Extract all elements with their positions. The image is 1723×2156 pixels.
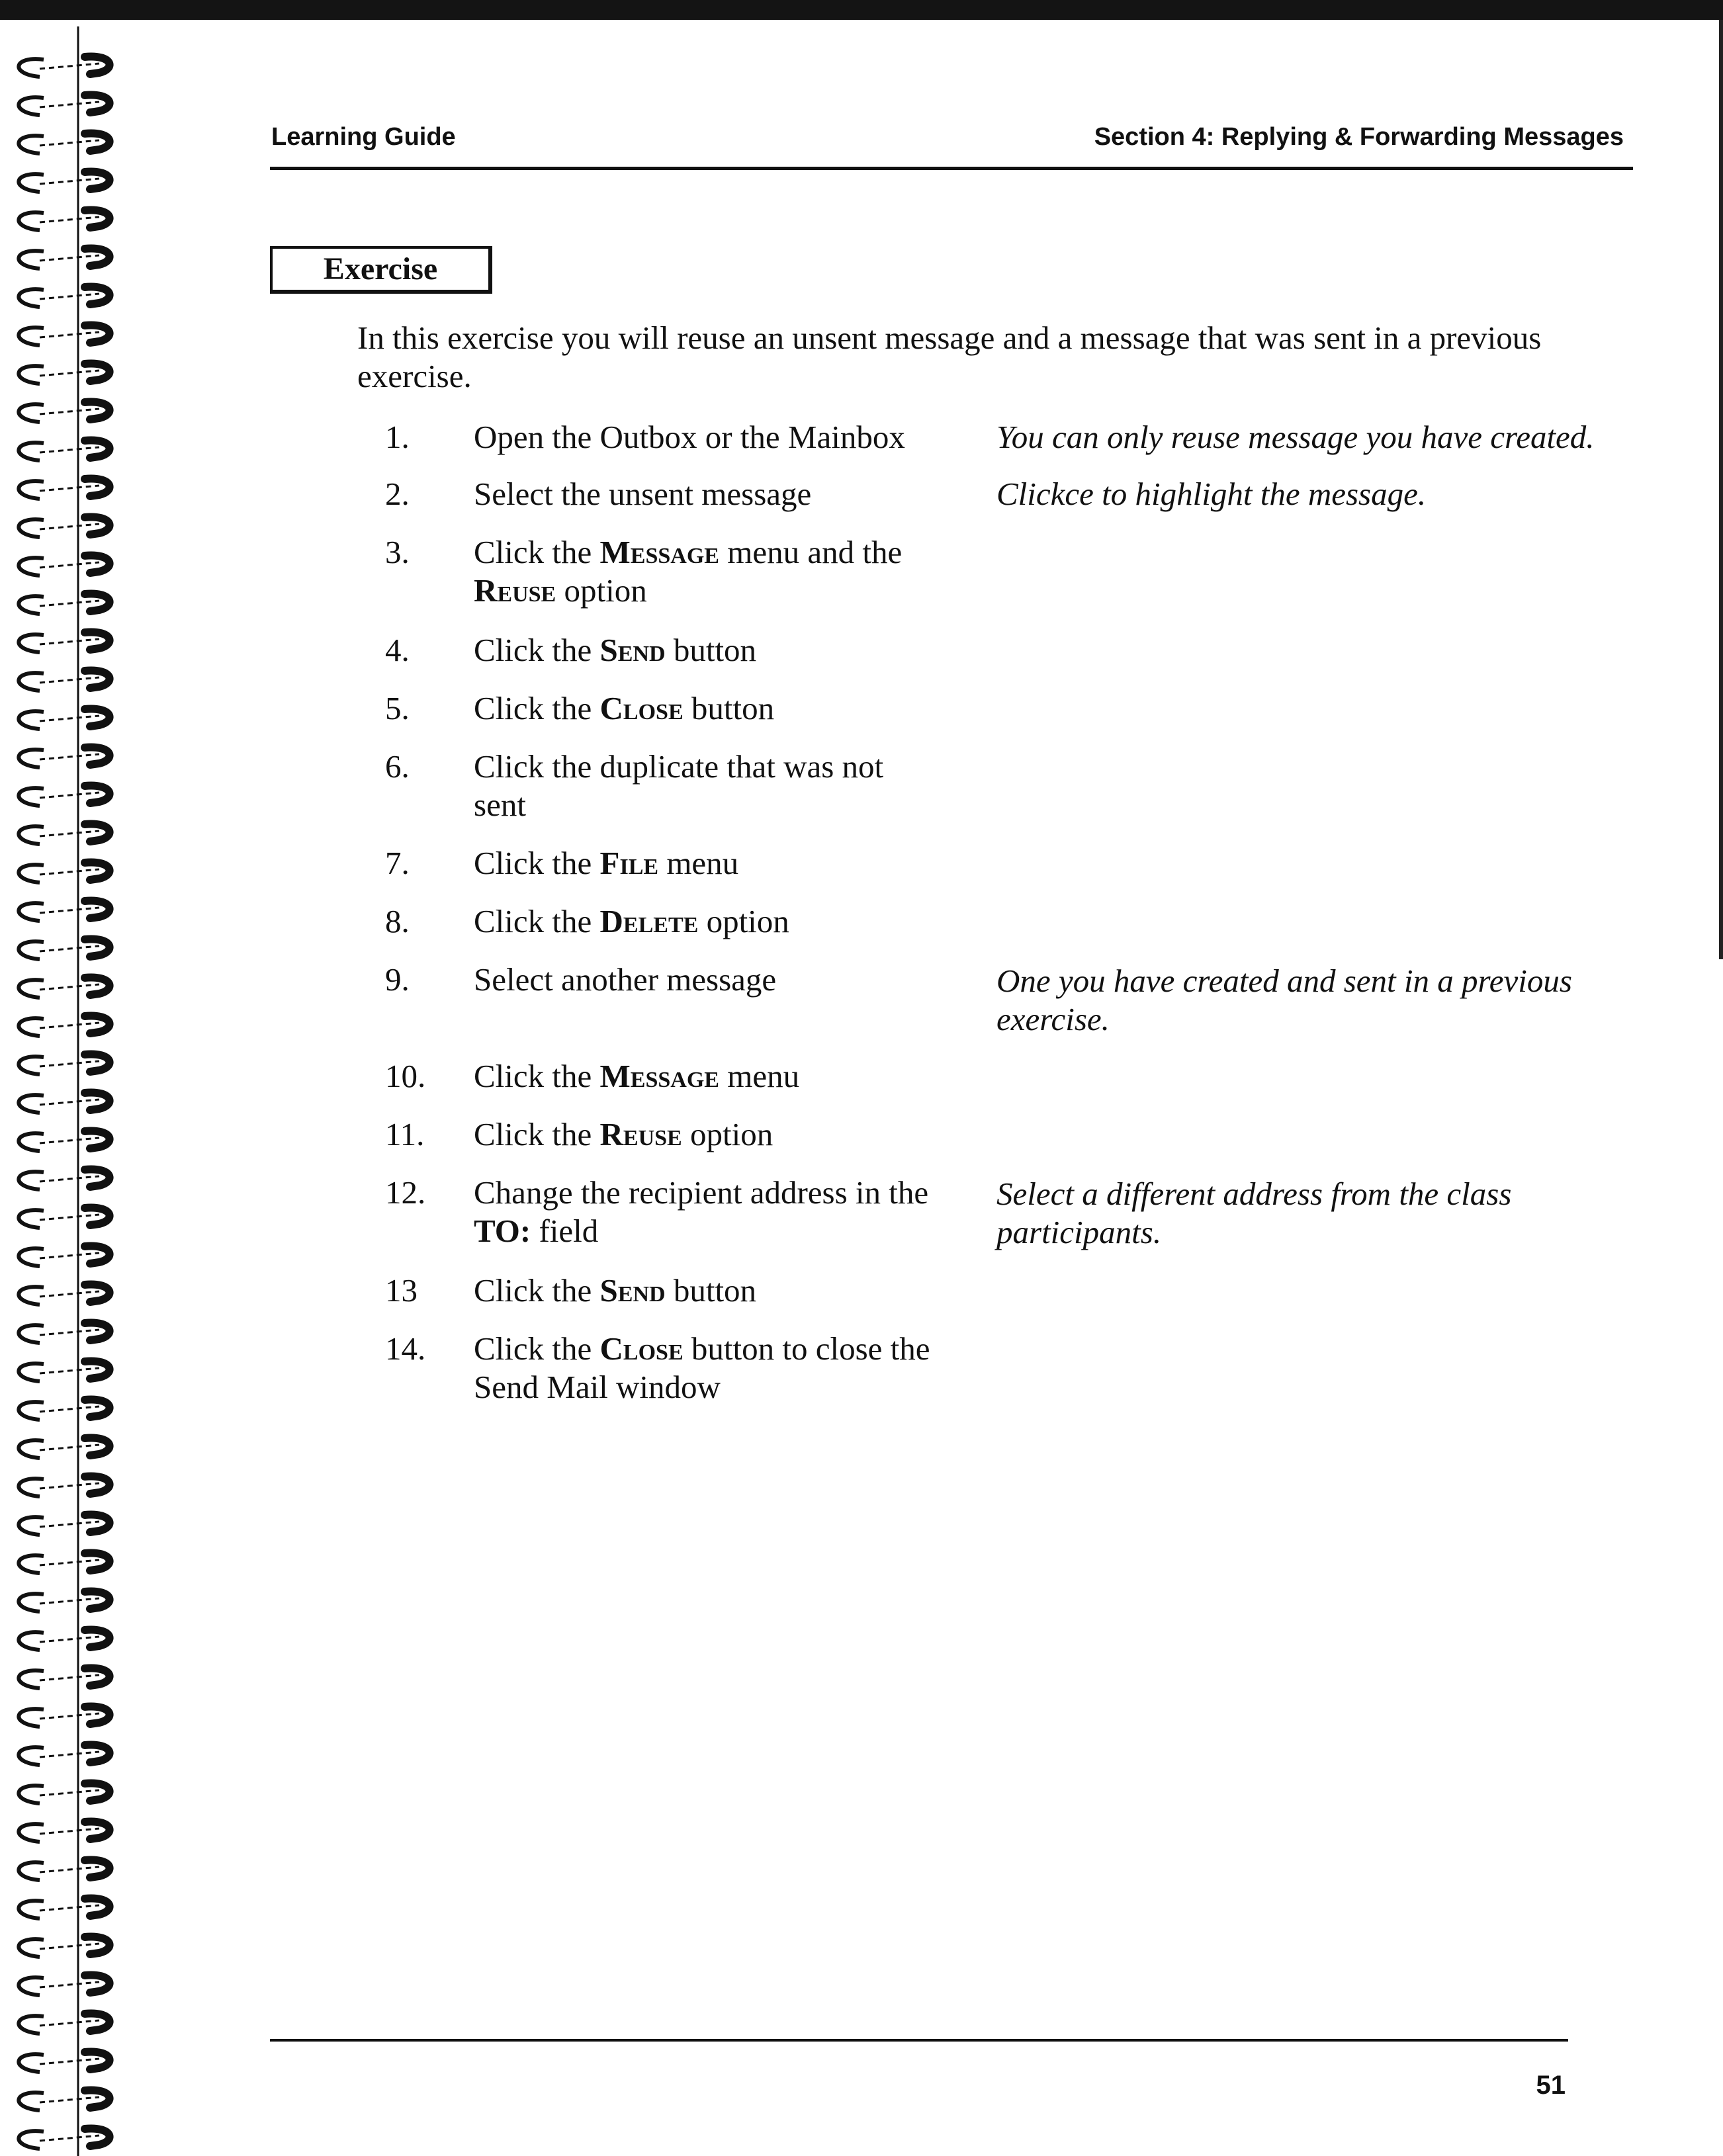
binding-coil: [19, 1323, 109, 1343]
binding-coil: [19, 95, 109, 115]
step-number: 8.: [385, 903, 410, 939]
step-text: [474, 961, 977, 999]
button-name: Close: [599, 690, 684, 726]
binding-coil: [19, 1822, 109, 1842]
menu-name: Message: [599, 1058, 719, 1094]
step-text-part: Change the recipient address in the: [474, 1174, 929, 1211]
step-number: 5.: [385, 690, 410, 726]
binding-coil: [19, 1361, 109, 1381]
header-rule: [270, 167, 1633, 170]
step-text-part: button: [665, 632, 757, 668]
binding-coil: [19, 1477, 109, 1496]
step-text-part: Click the duplicate that was not sent: [474, 748, 884, 823]
binding-coil: [19, 172, 109, 192]
step-text: [474, 631, 977, 669]
binding-coil: [19, 402, 109, 422]
button-name: Send: [599, 632, 666, 668]
binding-coil: [19, 1784, 109, 1803]
binding-coil: [19, 1170, 109, 1189]
step-text-part: Click the: [474, 1330, 600, 1367]
step-text: [474, 1272, 977, 1310]
binding-coil: [19, 1246, 109, 1266]
binding-coil: [19, 594, 109, 614]
step-text-part: Click the: [474, 690, 600, 726]
step-number: 2.: [385, 476, 410, 512]
binding-coil: [19, 2129, 109, 2149]
exercise-label: Exercise: [270, 246, 492, 294]
button-name: Send: [599, 1272, 666, 1309]
binding-coil: [19, 1055, 109, 1074]
step-text: [474, 418, 977, 456]
step-text-part: Click the: [474, 632, 600, 668]
step-text-part: Select the unsent message: [474, 476, 812, 512]
step-text-part: Select another message: [474, 961, 777, 998]
binding-coil: [19, 210, 109, 230]
binding-coil: [19, 134, 109, 153]
step-text-part: Click the: [474, 534, 600, 570]
binding-coil: [19, 939, 109, 959]
step-text-part: button: [665, 1272, 757, 1309]
step-text-part: menu: [658, 845, 739, 881]
step-text-part: option: [556, 572, 647, 609]
step-number: 1.: [385, 419, 410, 455]
step-text: [474, 475, 977, 513]
step-number: 12.: [385, 1174, 426, 1211]
step-text-part: menu: [719, 1058, 800, 1094]
binding-coil: [19, 57, 109, 77]
scan-right-edge: [1719, 20, 1723, 959]
step-text-part: option: [698, 903, 789, 939]
binding-coil: [19, 1745, 109, 1765]
step-number: 11.: [385, 1116, 425, 1152]
step-note: Clickce to highlight the message.: [996, 476, 1427, 512]
step-text-part: button: [683, 690, 775, 726]
step-text-part: Click the: [474, 845, 600, 881]
binding-coil: [19, 1131, 109, 1151]
step-text-part: Click the: [474, 1272, 600, 1309]
binding-coil: [19, 325, 109, 345]
step-text: [474, 902, 977, 941]
binding-coil: [19, 824, 109, 844]
step-text-part: field: [531, 1213, 599, 1249]
step-number: 4.: [385, 632, 410, 668]
binding-coil: [19, 441, 109, 460]
binding-coil: [19, 1668, 109, 1688]
binding-coil: [19, 364, 109, 384]
step-text-part: Open the Outbox or the Mainbox: [474, 419, 905, 455]
footer-rule: [270, 2039, 1568, 2042]
step-note: One you have created and sent in a previous exercise.: [996, 963, 1572, 1037]
binding-coil: [19, 748, 109, 767]
step-text-part: Click the: [474, 1058, 600, 1094]
page-number: 51: [1536, 2071, 1566, 2100]
binding-coil: [19, 479, 109, 499]
option-name: Reuse: [599, 1116, 682, 1152]
step-text: [474, 1174, 977, 1250]
binding-coil: [19, 556, 109, 576]
binding-coil: [19, 287, 109, 307]
step-note: You can only reuse message you have created.: [996, 419, 1595, 455]
binding-coil: [19, 1707, 109, 1727]
step-number: 7.: [385, 845, 410, 881]
binding-coil: [19, 786, 109, 806]
step-number: 14.: [385, 1330, 426, 1367]
step-text: [474, 1330, 977, 1406]
binding-coil: [19, 978, 109, 998]
step-number: 3.: [385, 534, 410, 570]
scan-top-border: [0, 0, 1723, 20]
step-number: 6.: [385, 748, 410, 785]
step-text: [474, 1115, 977, 1154]
step-text-part: Click the: [474, 903, 600, 939]
binding-coil: [19, 517, 109, 537]
binding-coil: [19, 249, 109, 269]
header-left: Learning Guide: [271, 123, 456, 151]
step-text: [474, 689, 977, 728]
menu-name: File: [599, 845, 659, 881]
option-name: Delete: [599, 903, 699, 939]
binding-coil: [19, 671, 109, 691]
binding-coil: [19, 1975, 109, 1995]
step-text-part: Click the: [474, 1116, 600, 1152]
binding-coil: [19, 1400, 109, 1420]
step-text: [474, 533, 977, 610]
binding-coil: [19, 1016, 109, 1036]
binding-coil: [19, 2014, 109, 2034]
binding-coil: [19, 2091, 109, 2110]
step-number: 13: [385, 1272, 418, 1309]
binding-coil: [19, 1553, 109, 1573]
step-note: Select a different address from the class participants.: [996, 1176, 1512, 1250]
option-name: Reuse: [474, 572, 556, 609]
step-text-part: option: [682, 1116, 773, 1152]
binding-coil: [19, 1285, 109, 1305]
step-number: 9.: [385, 961, 410, 998]
intro-text: In this exercise you will reuse an unsent message and a message that was sent in a previous exercise.: [357, 320, 1542, 394]
binding-coil: [19, 709, 109, 729]
binding-coil: [19, 901, 109, 921]
binding-coil: [19, 1093, 109, 1113]
field-name: TO:: [474, 1213, 531, 1249]
step-text-part: button to close the Send Mail window: [474, 1330, 930, 1405]
binding-coil: [19, 863, 109, 883]
binding-coil: [19, 1937, 109, 1957]
binding-coil: [19, 632, 109, 652]
binding-coil: [19, 1860, 109, 1880]
button-name: Close: [599, 1330, 684, 1367]
binding-coil: [19, 1630, 109, 1650]
menu-name: Message: [599, 534, 719, 570]
binding-coil: [19, 1515, 109, 1535]
header-right: Section 4: Replying & Forwarding Messages: [1094, 123, 1624, 151]
binding-coil: [19, 2052, 109, 2072]
binding-coil: [19, 1899, 109, 1919]
step-text: [474, 844, 977, 883]
step-text-part: menu and the: [719, 534, 903, 570]
step-text: [474, 748, 937, 824]
spiral-binding: [0, 20, 119, 2156]
binding-coil: [19, 1208, 109, 1228]
step-text: [474, 1057, 977, 1096]
binding-coil: [19, 1438, 109, 1458]
step-number: 10.: [385, 1058, 426, 1094]
binding-coil: [19, 1592, 109, 1612]
